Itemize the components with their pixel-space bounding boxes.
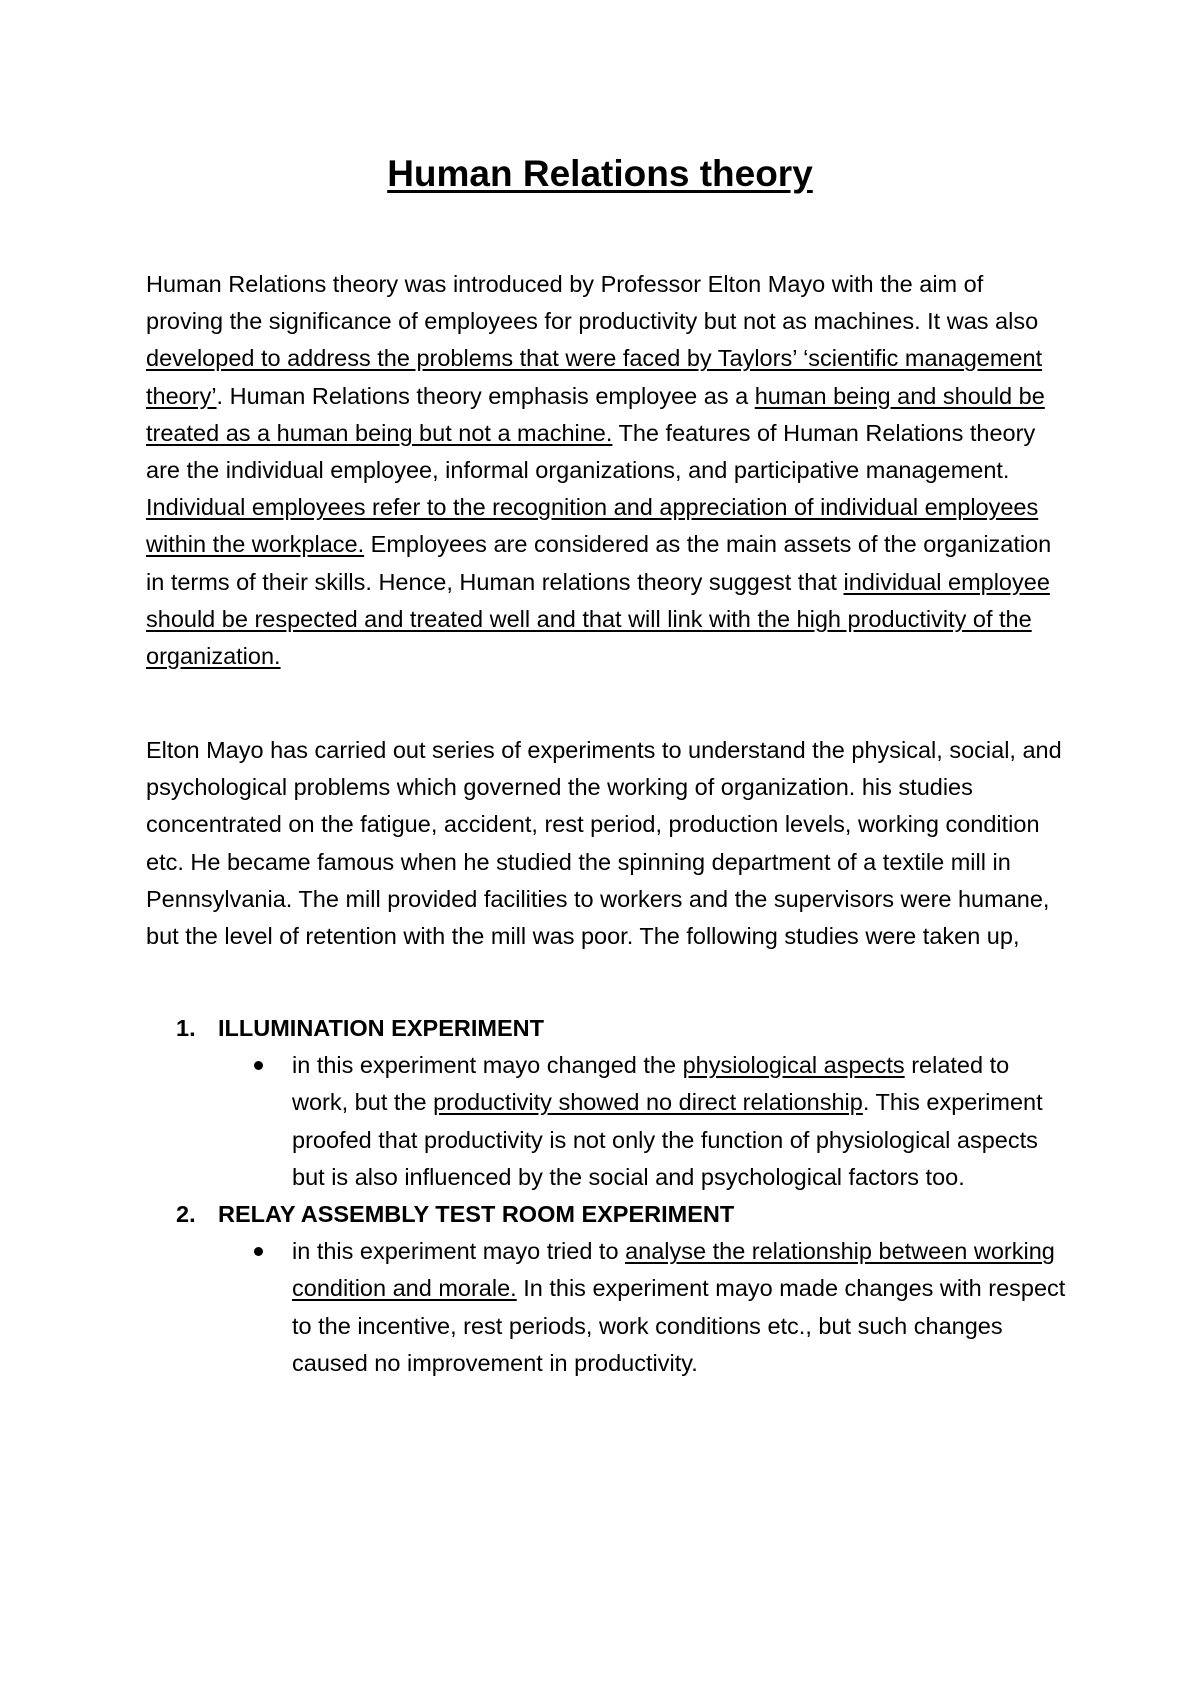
intro-text-2: . Human Relations theory emphasis employee as a — [216, 382, 755, 409]
intro-underline-taylor: developed to address the problems that were faced by Taylors’ ‘scientific management theory’ — [146, 345, 1043, 409]
intro-text-4: Employees are considered as the main assets of the organization in terms of their skills. Hence, Human relations theory suggest that — [146, 531, 1052, 595]
experiment-heading-text: RELAY ASSEMBLY TEST ROOM EXPERIMENT — [218, 1201, 735, 1228]
intro-underline-respected: individual employee should be respected and treated well and that will link with the high productivity of the organization. — [146, 568, 1050, 670]
experiments-list — [146, 1010, 1066, 1382]
intro-paragraph — [146, 266, 1066, 675]
bullet-dot-icon — [254, 1061, 263, 1070]
bullet-text-2: related to work, but the — [292, 1052, 1010, 1116]
experiments-paragraph: Elton Mayo has carried out series of experiments to understand the physical, social, and psychological problems which governed the working of organization. his studies concentrated on the fatigue, accident, rest period, production levels, working condition etc. He became famous when he studied the spinning department of a textile mill in Pennsylvania. The mill provided facilities to workers and the supervisors were humane, but the level of retention with the mill was poor. The following studies were taken up, — [146, 737, 1062, 950]
intro-underline-individual-employees: Individual employees refer to the recognition and appreciation of individual employees within the workplace. — [146, 494, 1039, 558]
experiment-heading-text: ILLUMINATION EXPERIMENT — [218, 1015, 544, 1041]
bullet-underline-2: productivity showed no direct relationship — [433, 1089, 863, 1116]
intro-underline-human-being: human being and should be treated as a human being but not a machine. — [146, 382, 1045, 446]
intro-text-1: Human Relations theory was introduced by Professor Elton Mayo with the aim of proving the significance of employees for productivity but not as machines. It was also — [146, 271, 1039, 335]
bullet-text-3: . This experiment proofed that productivity is not only the function of physiological aspects but is also influenced by the social and psychological factors too. — [292, 1089, 1043, 1190]
bullet-underline-1: analyse the relationship between working condition and morale. — [292, 1238, 1055, 1302]
document-title: Human Relations theory — [387, 153, 813, 194]
bullet-dot-icon — [254, 1247, 263, 1256]
bullet-text-1: in this experiment mayo tried to — [292, 1238, 626, 1265]
bullet-text-2: In this experiment mayo made changes with respect to the incentive, rest periods, work conditions etc., but such changes caused no improvement in productivity. — [292, 1275, 1066, 1376]
experiment-bullet — [146, 1233, 1066, 1382]
bullet-text-1: in this experiment mayo changed the — [292, 1052, 683, 1079]
experiment-heading — [146, 1010, 1066, 1047]
intro-text-3: The features of Human Relations theory are the individual employee, informal organizations, and participative management. — [146, 419, 1036, 484]
list-number: 1. — [176, 1015, 196, 1041]
list-number: 2. — [176, 1201, 196, 1228]
list-item-relay-assembly — [146, 1196, 1066, 1382]
experiment-bullet — [146, 1047, 1066, 1196]
bullet-underline-1: physiological aspects — [682, 1052, 905, 1079]
experiment-heading — [146, 1196, 1066, 1233]
list-item-illumination — [146, 1010, 1066, 1196]
